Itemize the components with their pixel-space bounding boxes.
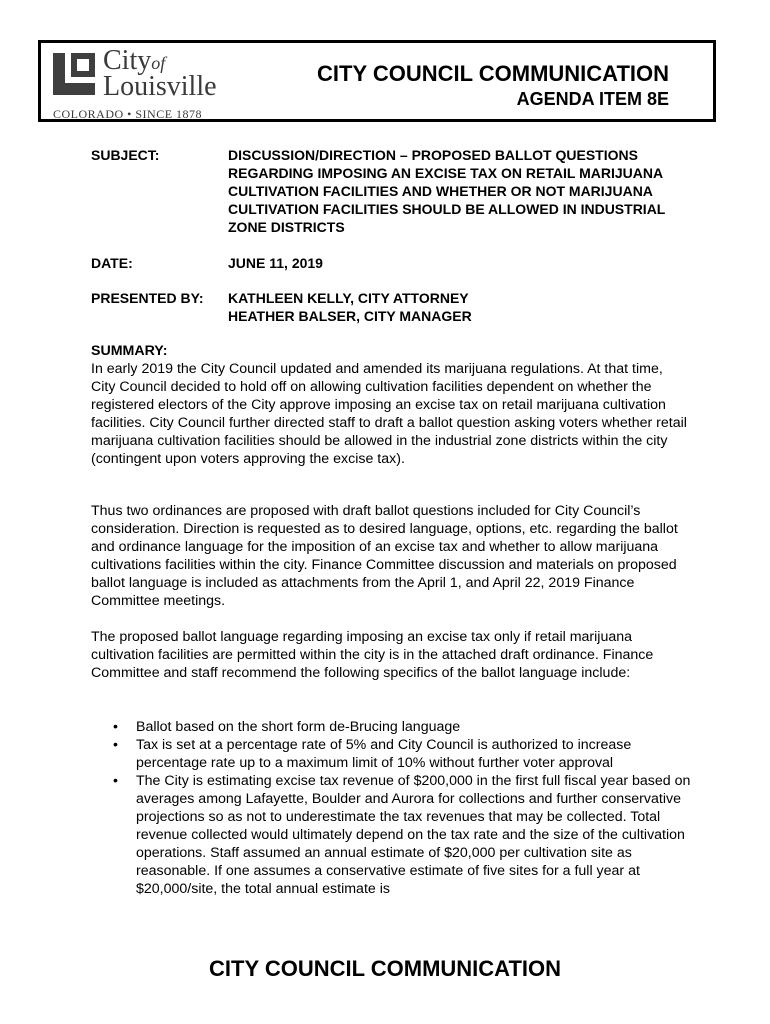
logo-louisville-text: Louisville: [103, 71, 217, 102]
bullet-icon: •: [113, 737, 118, 753]
date-label: DATE:: [91, 255, 133, 271]
summary-paragraph-1: In early 2019 the City Council updated and amended its marijuana regulations. At that time, City Council decided to hold off on allowing cultivation facilities dependent on whether the registered electors of the City approve imposing an excise tax on retail marijuana cultivation facilities. City Council further directed staff to draft a ballot question asking voters whether retail marijuana cultivation facilities should be allowed in the industrial zone districts within the city (contingent upon voters approving the excise tax).: [91, 361, 687, 467]
list-item: • Tax is set at a percentage rate of 5% and City Council is authorized to increase percentage rate up to a maximum limit of 10% without further voter approval: [113, 737, 632, 771]
list-item: • The City is estimating excise tax revenue of $200,000 in the first full fiscal year based on averages among Lafayette, Boulder and Aurora for collections and further conservative projections so as not to underestimate the tax revenues that may be collected. Total revenue collected would ultimately depend on the tax rate and the size of the cultivation operations. Staff assumed an annual estimate of $20,000 per cultivation site as reasonable. If one assumes a conservative estimate of five sites for a full year at $20,000/site, the total annual estimate is: [113, 773, 691, 897]
presented-by-label: PRESENTED BY:: [91, 290, 204, 306]
page-title: CITY COUNCIL COMMUNICATION: [317, 61, 669, 86]
logo-tagline: COLORADO • SINCE 1878: [53, 107, 203, 121]
date-value: JUNE 11, 2019: [228, 255, 323, 271]
summary-section: [91, 342, 691, 468]
bullet-icon: •: [113, 719, 118, 735]
list-item: • Ballot based on the short form de-Brucing language: [113, 719, 461, 735]
header-box: [38, 40, 716, 122]
logo-city-text: Cityof: [103, 45, 166, 76]
presenter-1: KATHLEEN KELLY, CITY ATTORNEY: [228, 290, 469, 306]
city-logo: [53, 45, 243, 123]
city-logo-mark-icon: [53, 53, 95, 95]
footer-title: CITY COUNCIL COMMUNICATION: [209, 956, 561, 981]
summary-heading: SUMMARY:: [91, 343, 168, 359]
summary-paragraph-2: Thus two ordinances are proposed with draft ballot questions included for City Council’s consideration. Direction is requested as to desired language, options, etc. regarding the ballot and ordinance language for the imposition of an excise tax and whether to allow marijuana cultivations facilities within the city. Finance Committee discussion and materials on proposed ballot language is included as attachments from the April 1, and April 22, 2019 Finance Committee meetings.: [91, 503, 678, 609]
summary-paragraph-3: The proposed ballot language regarding imposing an excise tax only if retail marijuana cultivation facilities are permitted within the city is in the attached draft ordinance. Finance Committee and staff recommend the following specifics of the ballot language include:: [91, 629, 654, 681]
summary-paragraph-2-block: [91, 502, 691, 610]
presenter-2: HEATHER BALSER, CITY MANAGER: [228, 308, 472, 324]
summary-paragraph-3-block: [91, 628, 691, 682]
ballot-specifics-list: [91, 718, 691, 898]
subject-value: DISCUSSION/DIRECTION – PROPOSED BALLOT QUESTIONS REGARDING IMPOSING AN EXCISE TAX ON RETAIL MARIJUANA CULTIVATION FACILITIES AND WHETHER OR NOT MARIJUANA CULTIVATION FACILITIES SHOULD BE ALLOWED IN INDUSTRIAL ZONE DISTRICTS: [228, 147, 666, 235]
subject-label: SUBJECT:: [91, 147, 160, 163]
bullet-icon: •: [113, 773, 118, 789]
agenda-item: AGENDA ITEM 8E: [516, 89, 669, 109]
